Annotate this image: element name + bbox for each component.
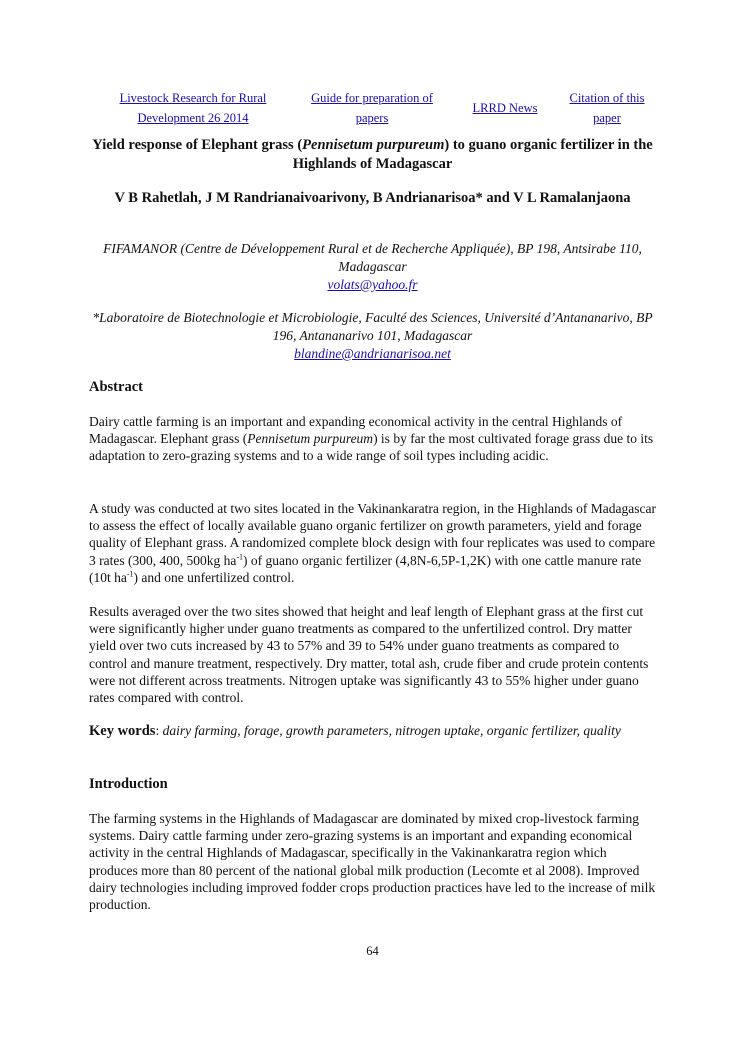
paper-title	[90, 136, 655, 174]
abstract-p1-a: Dairy cattle farming is an important and expanding economical activity in the central Highlands of Madagascar. Elephant grass (	[89, 414, 623, 447]
abstract-paragraph-1	[89, 413, 657, 465]
guide-link[interactable]	[302, 88, 442, 128]
abstract-p2-sup1: -1	[236, 552, 244, 562]
journal-link[interactable]	[108, 88, 278, 128]
affiliation-2-email[interactable]: blandine@andrianarisoa.net	[294, 346, 451, 361]
citation-link-line1: Citation of this	[569, 91, 645, 105]
title-post: ) to guano organic fertilizer in the Highlands of Madagascar	[292, 137, 653, 172]
keywords	[89, 722, 657, 740]
nav-news	[460, 98, 550, 118]
abstract-heading: Abstract	[89, 379, 143, 395]
introduction-paragraph-1: The farming systems in the Highlands of Madagascar are dominated by mixed crop-livestock farming systems. Dairy cattle farming under zero-grazing systems is an important and expanding economical activity in the central Highlands of Madagascar, specifically in the Vakinankaratra region which produces more than 80 percent of the national global milk production (Lecomte et al 2008). Improved dairy technologies including improved fodder crops production practices have led to the increase of milk production.	[89, 811, 656, 913]
abstract-paragraph-3: Results averaged over the two sites showed that height and leaf length of Elephant grass at the first cut were significantly higher under guano treatments as compared to the unfertilized control. Dry matter yield over two cuts increased by 43 to 57% and 39 to 54% under guano treatments as compared to control and manure treatment, respectively. Dry matter, total ash, crude fiber and crude protein contents were not different across treatments. Nitrogen uptake was significantly 43 to 55% higher under guano rates compared with control.	[89, 604, 649, 706]
abstract-p2-a: A study was conducted at two sites located in the Vakinankaratra region, in the Highlands of Madagascar to assess the effect of locally available guano organic fertilizer on growth parameters, yield and forage quality of Elephant grass. A randomized complete block design with four replicates was used to compare 3 rates (300, 400, 500kg ha	[89, 501, 656, 568]
affiliation-2-text: *Laboratoire de Biotechnologie et Microbiologie, Faculté des Sciences, Université d’Antananarivo, BP 196, Antananarivo 101, Madagascar	[92, 310, 653, 343]
abstract-p2-c: ) and one unfertilized control.	[133, 569, 295, 585]
journal-link-line1: Livestock Research for Rural	[119, 91, 267, 105]
header-nav	[90, 88, 655, 132]
guide-link-line1: Guide for preparation of	[311, 91, 433, 105]
guide-link-line2: papers	[355, 111, 389, 125]
title-species: Pennisetum purpureum	[302, 137, 445, 153]
abstract-paragraph-2	[89, 500, 657, 586]
page-number: 64	[366, 944, 379, 958]
keywords-label: Key words	[89, 723, 156, 739]
affiliation-1	[90, 240, 655, 294]
abstract-p2-b: ) of guano organic fertilizer (4,8N-6,5P-1,2K) with one cattle manure rate (10t ha	[89, 552, 642, 585]
keywords-separator: :	[155, 723, 163, 738]
affiliation-1-text: FIFAMANOR (Centre de Développement Rural et de Recherche Appliquée), BP 198, Antsirabe 110, Madagascar	[103, 241, 642, 274]
citation-link-line2: paper	[593, 111, 621, 125]
citation-link[interactable]	[552, 88, 662, 128]
abstract-p1-b: ) is by far the most cultivated forage grass due to its adaptation to zero-grazing systems and to a wide range of soil types including acidic.	[89, 431, 654, 464]
affiliation-2	[90, 309, 655, 363]
journal-link-line2: Development 26 2014	[137, 111, 249, 125]
introduction-heading: Introduction	[89, 776, 168, 792]
keywords-list: dairy farming, forage, growth parameters, nitrogen uptake, organic fertilizer, quality	[162, 723, 621, 738]
affiliation-1-email[interactable]: volats@yahoo.fr	[327, 277, 418, 292]
nav-journal	[108, 88, 278, 128]
title-pre: Yield response of Elephant grass (	[92, 137, 303, 153]
nav-citation	[552, 88, 662, 128]
abstract-p2-sup2: -1	[126, 569, 134, 579]
abstract-p1-species: Pennisetum purpureum	[247, 431, 374, 447]
news-link[interactable]: LRRD News	[472, 101, 538, 115]
author-list: V B Rahetlah, J M Randrianaivoarivony, B Andrianarisoa* and V L Ramalanjaona	[114, 190, 631, 206]
nav-guide	[302, 88, 442, 128]
